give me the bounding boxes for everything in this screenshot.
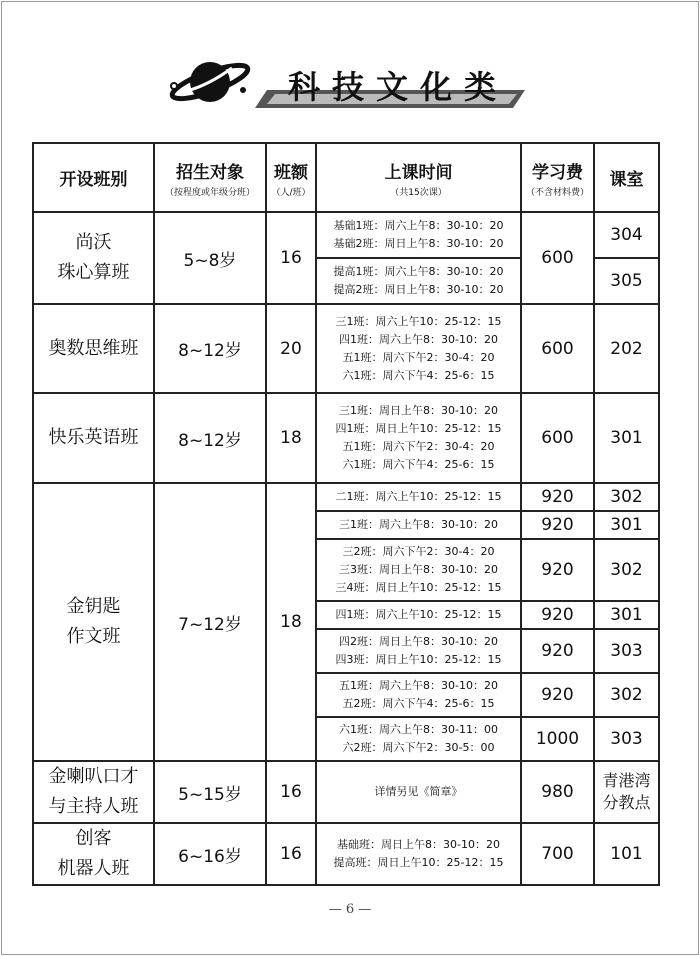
fee: 920	[521, 629, 594, 673]
time-cell: 三1班：周日上午8：30-10：20 四1班：周日上午10：25-12：15 五1班：周六下午2：30-4：20 六1班：周六下午4：25-6：15	[316, 393, 521, 483]
class-quota: 18	[266, 483, 316, 761]
room: 302	[594, 539, 659, 601]
class-quota: 20	[266, 304, 316, 393]
room: 301	[594, 393, 659, 483]
course-name: 创客 机器人班	[33, 823, 154, 885]
table-row	[33, 212, 659, 258]
room: 301	[594, 511, 659, 539]
time-cell: 三1班：周六上午8：30-10：20	[316, 511, 521, 539]
course-name: 快乐英语班	[33, 393, 154, 483]
table-row	[33, 761, 659, 823]
fee: 980	[521, 761, 594, 823]
time-cell: 提高1班：周六上午8：30-10：20 提高2班：周日上午8：30-10：20	[316, 258, 521, 304]
room: 303	[594, 629, 659, 673]
time-cell: 详情另见《简章》	[316, 761, 521, 823]
age-range: 5~8岁	[154, 212, 266, 304]
time-cell: 三1班：周六上午10：25-12：15 四1班：周六上午8：30-10：20 五1班：周六下午2：30-4：20 六1班：周六下午4：25-6：15	[316, 304, 521, 393]
course-name: 金钥匙 作文班	[33, 483, 154, 761]
fee: 700	[521, 823, 594, 885]
class-quota: 18	[266, 393, 316, 483]
fee: 920	[521, 601, 594, 629]
section-header	[0, 40, 700, 120]
room: 304	[594, 212, 659, 258]
header-row	[33, 143, 659, 212]
age-range: 5~15岁	[154, 761, 266, 823]
page-title: 科技文化类	[288, 68, 509, 106]
course-name: 金喇叭口才 与主持人班	[33, 761, 154, 823]
age-range: 7~12岁	[154, 483, 266, 761]
room: 301	[594, 601, 659, 629]
course-name: 奥数思维班	[33, 304, 154, 393]
class-quota: 16	[266, 823, 316, 885]
col-header-time: 上课时间 （共15次课）	[316, 143, 521, 212]
room: 303	[594, 717, 659, 761]
age-range: 8~12岁	[154, 393, 266, 483]
room: 202	[594, 304, 659, 393]
age-range: 6~16岁	[154, 823, 266, 885]
table-row	[33, 483, 659, 511]
time-cell: 基础班：周日上午8：30-10：20 提高班：周日上午10：25-12：15	[316, 823, 521, 885]
time-cell: 四1班：周六上午10：25-12：15	[316, 601, 521, 629]
room: 101	[594, 823, 659, 885]
col-header-room: 课室	[594, 143, 659, 212]
time-cell: 三2班：周六下午2：30-4：20 三3班：周日上午8：30-10：20 三4班：周日上午10：25-12：15	[316, 539, 521, 601]
fee: 920	[521, 511, 594, 539]
time-cell: 二1班：周六上午10：25-12：15	[316, 483, 521, 511]
room: 302	[594, 483, 659, 511]
table-row	[33, 393, 659, 483]
col-header-target: 招生对象 （按程度或年级分班）	[154, 143, 266, 212]
col-header-class: 开设班别	[33, 143, 154, 212]
table-row	[33, 823, 659, 885]
page-number: — 6 —	[328, 902, 372, 917]
class-quota: 16	[266, 761, 316, 823]
fee: 600	[521, 304, 594, 393]
col-header-quota: 班额 （人/班）	[266, 143, 316, 212]
time-cell: 五1班：周六上午8：30-10：20 五2班：周六下午4：25-6：15	[316, 673, 521, 717]
time-cell: 基础1班：周六上午8：30-10：20 基础2班：周日上午8：30-10：20	[316, 212, 521, 258]
table-row	[33, 304, 659, 393]
col-header-fee: 学习费 （不含材料费）	[521, 143, 594, 212]
age-range: 8~12岁	[154, 304, 266, 393]
schedule-table	[32, 142, 660, 886]
room: 302	[594, 673, 659, 717]
fee: 920	[521, 483, 594, 511]
class-quota: 16	[266, 212, 316, 304]
course-name: 尚沃 珠心算班	[33, 212, 154, 304]
fee: 920	[521, 539, 594, 601]
time-cell: 六1班：周六上午8：30-11：00 六2班：周六下午2：30-5：00	[316, 717, 521, 761]
planet-logo-icon	[160, 50, 255, 110]
room: 青港湾 分教点	[594, 761, 659, 823]
fee: 600	[521, 393, 594, 483]
time-cell: 四2班：周日上午8：30-10：20 四3班：周日上午10：25-12：15	[316, 629, 521, 673]
fee: 600	[521, 212, 594, 304]
fee: 1000	[521, 717, 594, 761]
room: 305	[594, 258, 659, 304]
fee: 920	[521, 673, 594, 717]
